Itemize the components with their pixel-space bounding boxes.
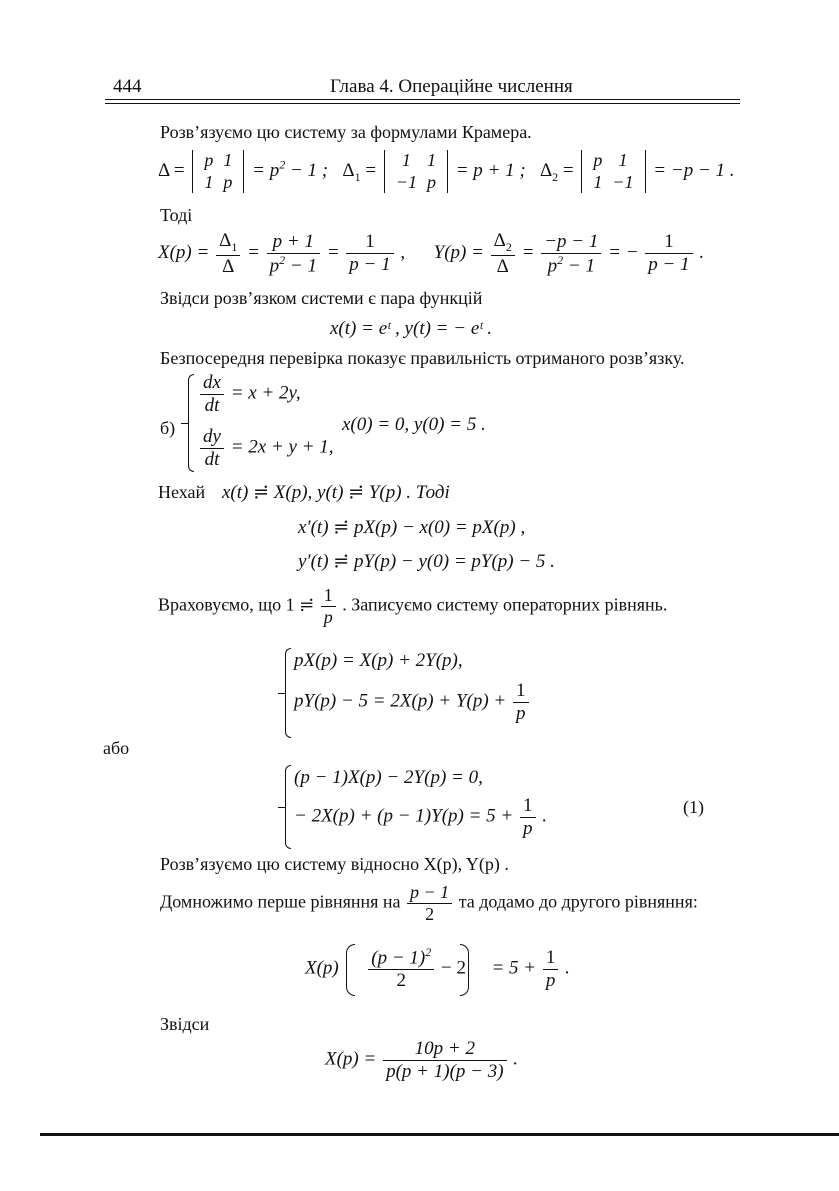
footer-rule [40, 1133, 839, 1136]
paragraph-cramer: Розв’язуємо цю систему за формулами Крамера. [160, 122, 532, 142]
determinant-delta: p 1 1 p [192, 150, 244, 193]
multiply-text-start: Домножимо перше рівняння на [160, 891, 401, 912]
word-zvidsy: Звідси [160, 1014, 210, 1034]
system-b-brace [188, 374, 194, 472]
paragraph-check: Безпосередня перевірка показує правильність отриманого розв’язку. [160, 348, 685, 368]
header-rule [105, 99, 740, 100]
paragraph-account [158, 585, 667, 627]
account-text-start: Враховуємо, що 1 ≓ [158, 594, 315, 615]
item-label-b: б) [160, 418, 176, 438]
operator-system-brace [285, 648, 291, 738]
final-result: X(p) = $\frac{10p + 2}{p(p + 1)(p - 3)}$ . [325, 1038, 519, 1082]
system1-eq2-text: − 2X(p) + (p − 1)Y(p) = 5 + [294, 805, 514, 827]
word-todi: Тоді [160, 205, 193, 225]
chapter-title: Глава 4. Операційне числення [330, 76, 573, 97]
header-rule-2 [105, 103, 740, 104]
equation-number: (1) [683, 797, 704, 817]
paragraph-solution-pair: Звідси розв’язком системи є пара функцій [160, 288, 483, 308]
determinants-line: Δ = p 1 1 p = $p^2 - 1$ ; $\Delta_1$ = 1 1 −1 p = p + 1 ; $\Delta_2$ = p 1 1 −1 = −p − 1 . [158, 150, 735, 192]
laplace-derivative-y: y′(t) ≓ pY(p) − y(0) = pY(p) − 5 . [298, 551, 555, 572]
paragraph-solve-for: Розв’язуємо цю систему відносно X(p), Y(p) . [160, 854, 509, 874]
operator-eq2-text: pY(p) − 5 = 2X(p) + Y(p) + [294, 690, 507, 712]
big-paren-left [346, 944, 355, 996]
fraction-one-over-p: $\frac{1}{p}$ [321, 585, 336, 627]
page-number: 444 [113, 76, 142, 97]
operator-eq2: pY(p) − 5 = 2X(p) + Y(p) + $\frac{1}{p}$ [294, 680, 531, 725]
system1-eq2: − 2X(p) + (p − 1)Y(p) = 5 + $\frac{1}{p}$ . [294, 795, 547, 839]
laplace-correspondence: x(t) ≓ X(p), y(t) ≓ Y(p) . Тоді [222, 482, 450, 503]
paragraph-multiply [160, 882, 698, 924]
system1-eq1: (p − 1)X(p) − 2Y(p) = 0, [294, 767, 483, 788]
operator-eq1: pX(p) = X(p) + 2Y(p), [294, 650, 463, 671]
initial-conditions: x(0) = 0, y(0) = 5 . [342, 414, 486, 435]
solution-functions: x(t) = eᵗ , y(t) = − eᵗ . [330, 318, 492, 339]
xy-fractions: X(p) = $\frac{\Delta_1}{\Delta}$ = $\frac{p + 1}{p^2 - 1}$ = $\frac{1}{p - 1}$ , Y(p) = $\frac{\Delta_2}{\Delta}$ = $\frac{-p - 1}{p^2 - 1}$ = − $\frac{1}{p - 1}$ . [158, 230, 705, 277]
big-paren-right [460, 944, 469, 996]
fraction-p-minus-1-over-2: $\frac{p - 1}{2}$ [407, 882, 452, 924]
word-let: Нехай [158, 482, 206, 502]
system-b-eq2: $\frac{dy}{dt}$ = 2x + y + 1, [198, 426, 334, 471]
word-abo: або [103, 738, 130, 758]
laplace-derivative-x: x′(t) ≓ pX(p) − x(0) = pX(p) , [298, 517, 526, 538]
combined-equation: X(p) $\frac{(p - 1)^2}{2}$ − 2 = 5 + $\frac{1}{p}$ . [305, 945, 570, 992]
account-text-end: . Записуємо систему операторних рівнянь. [342, 594, 668, 615]
multiply-text-end: та додамо до другого рівняння: [458, 891, 698, 912]
determinant-delta-2: p 1 1 −1 [581, 150, 645, 193]
determinant-delta-1: 1 1 −1 p [384, 150, 448, 193]
system-1-brace [285, 765, 291, 849]
system-b-eq1: $\frac{dx}{dt}$ = x + 2y, [198, 372, 301, 417]
